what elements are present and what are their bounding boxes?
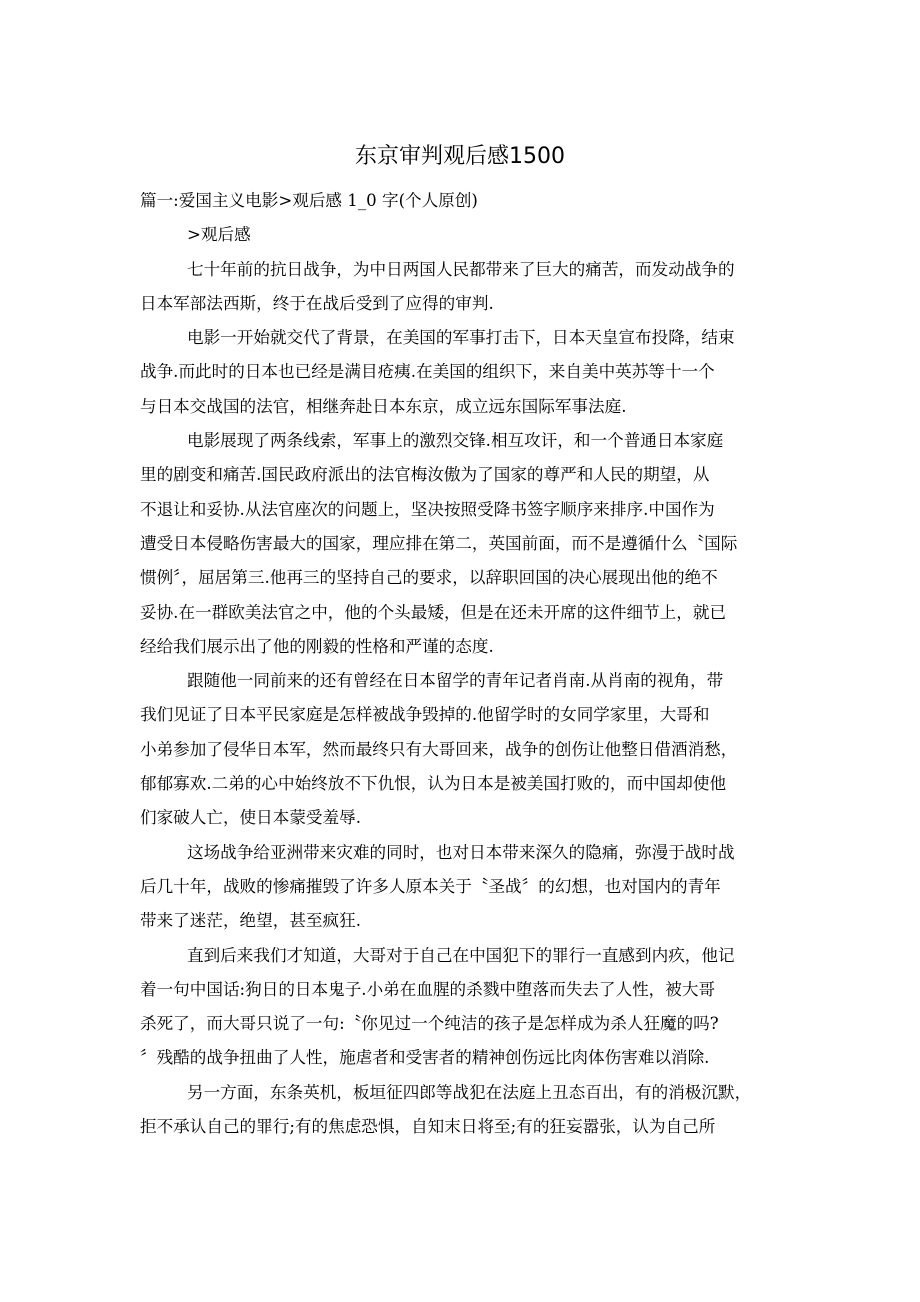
paragraph-line: 拒不承认自己的罪行;有的焦虑恐惧，自知末日将至;有的狂妄嚣张，认为自己所 bbox=[140, 1117, 716, 1137]
paragraph-line: 郁郁寡欢.二弟的心中始终放不下仇恨，认为日本是被美国打败的，而中国却使他 bbox=[140, 774, 727, 794]
paragraph-line: 妥协.在一群欧美法官之中，他的个头最矮，但是在还未开席的这件细节上，就已 bbox=[140, 602, 727, 622]
paragraph-line: 这场战争给亚洲带来灾难的同时，也对日本带来深久的隐痛，弥漫于战时战 bbox=[187, 842, 735, 862]
paragraph-line: 遭受日本侵略伤害最大的国家，理应排在第二，英国前面，而不是遵循什么〝国际 bbox=[140, 533, 738, 553]
section-label: >观后感 bbox=[187, 225, 251, 245]
paragraph-line: 电影展现了两条线索，军事上的激烈交锋.相互攻讦，和一个普通日本家庭 bbox=[187, 431, 724, 451]
paragraph-line: 另一方面，东条英机，板垣征四郎等战犯在法庭上丑态百出，有的消极沉默， bbox=[187, 1082, 752, 1102]
paragraph-line: 经给我们展示出了他的刚毅的性格和严谨的态度. bbox=[140, 636, 494, 656]
paragraph bbox=[140, 424, 780, 664]
paragraph-line: 里的剧变和痛苦.国民政府派出的法官梅汝傲为了国家的尊严和人民的期望，从 bbox=[140, 465, 710, 485]
paragraph-line: 七十年前的抗日战争，为中日两国人民都带来了巨大的痛苦，而发动战争的 bbox=[187, 259, 735, 279]
paragraph-line: 着一句中国话:狗日的日本鬼子.小弟在血腥的杀戮中堕落而失去了人性，被大哥 bbox=[140, 979, 716, 999]
paragraph-line: 不退让和妥协.从法官座次的问题上，坚决按照受降书签字顺序来排序.中国作为 bbox=[140, 499, 715, 519]
paragraph-line: 直到后来我们才知道，大哥对于自己在中国犯下的罪行一直感到内疚，他记 bbox=[187, 945, 735, 965]
paragraph-line: 惯例〞，屈居第三.他再三的坚持自己的要求，以辞职回国的决心展现出他的绝不 bbox=[140, 568, 718, 588]
paragraph-line: 带来了迷茫，绝望，甚至疯狂. bbox=[140, 911, 361, 931]
paragraph-line: 们家破人亡，使日本蒙受羞辱. bbox=[140, 808, 361, 828]
paragraph-line: 与日本交战国的法官，相继奔赴日本东京，成立远东国际军事法庭. bbox=[140, 396, 627, 416]
paragraph-line: 小弟参加了侵华日本军，然而最终只有大哥回来，战争的创伤让他整日借酒消愁， bbox=[140, 739, 738, 759]
paragraph-line: 我们见证了日本平民家庭是怎样被战争毁掉的.他留学时的女同学家里，大哥和 bbox=[140, 705, 710, 725]
paragraph bbox=[140, 253, 780, 322]
paragraph bbox=[140, 664, 780, 835]
document-subtitle: 篇一:爱国主义电影>观后感 1_0 字(个人原创) bbox=[140, 191, 478, 210]
paragraph-line: 后几十年，战败的惨痛摧毁了许多人原本关于〝圣战〞的幻想，也对国内的青年 bbox=[140, 876, 721, 896]
paragraph-line: 杀死了，而大哥只说了一句:〝你见过一个纯洁的孩子是怎样成为杀人狂魔的吗? bbox=[140, 1014, 719, 1034]
paragraph bbox=[140, 1076, 780, 1145]
paragraph-line: 日本军部法西斯，终于在战后受到了应得的审判. bbox=[140, 293, 494, 313]
paragraph-line: 电影一开始就交代了背景，在美国的军事打击下，日本天皇宣布投降，结束 bbox=[187, 328, 735, 348]
paragraph-line: 跟随他一同前来的还有曾经在日本留学的青年记者肖南.从肖南的视角，带 bbox=[187, 671, 724, 691]
document-body bbox=[140, 184, 780, 1144]
paragraph bbox=[140, 321, 780, 424]
paragraph-line: 战争.而此时的日本也已经是满目疮痍.在美国的组织下，来自美中英苏等十一个 bbox=[140, 362, 715, 382]
paragraph bbox=[140, 836, 780, 939]
paragraph-line: 〞残酷的战争扭曲了人性，施虐者和受害者的精神创伤远比肉体伤害难以消除. bbox=[140, 1048, 710, 1068]
paragraph bbox=[140, 939, 780, 1076]
document-title: 东京审判观后感1500 bbox=[355, 144, 565, 169]
